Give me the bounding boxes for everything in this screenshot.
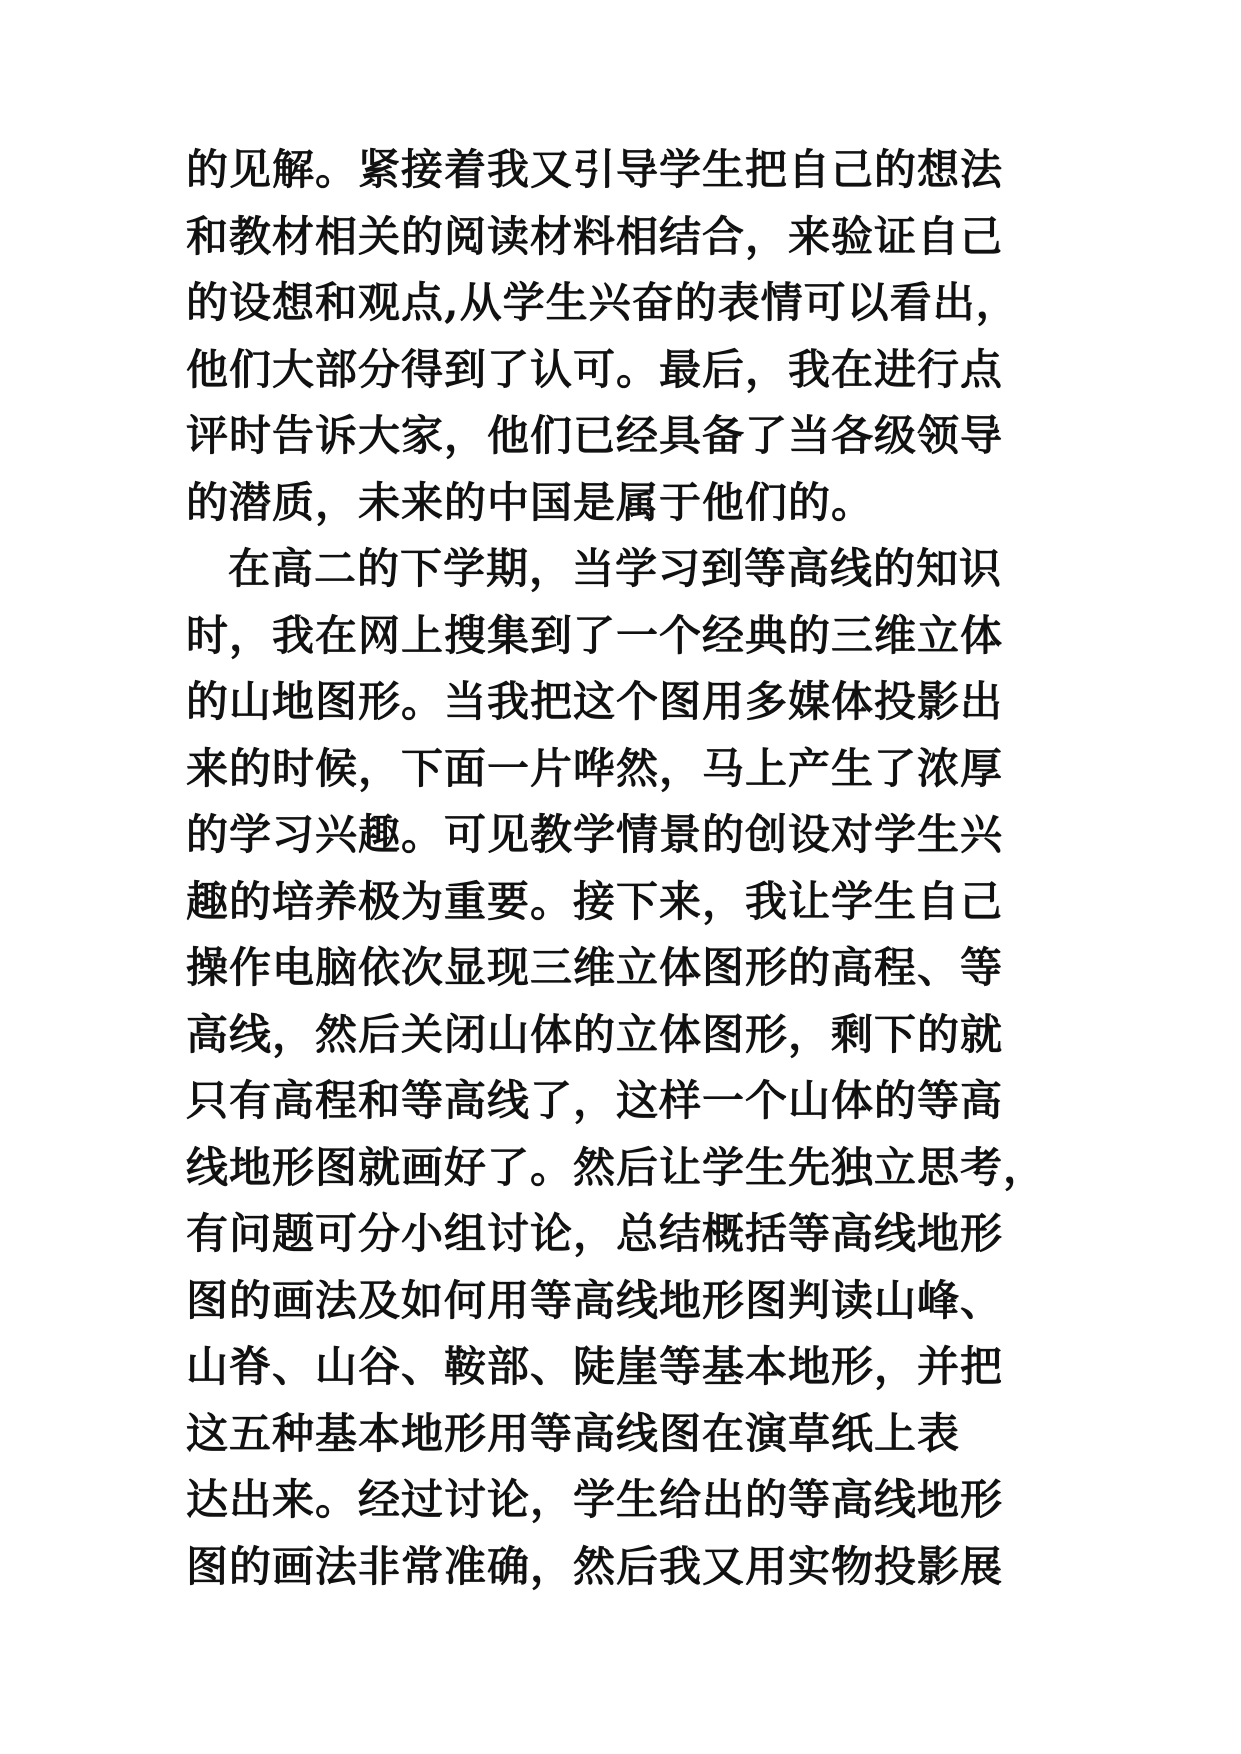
text-line: 评时告诉大家，他们已经具备了当各级领导 <box>186 411 1004 460</box>
text-line: 这五种基本地形用等高线图在演草纸上表 <box>186 1408 961 1458</box>
text-line: 时，我在网上搜集到了一个经典的三维立体 <box>186 610 1004 660</box>
text-line: 和教材相关的阅读材料相结合，来验证自己 <box>186 211 1004 261</box>
text-line: 图的画法及如何用等高线地形图判读山峰、 <box>186 1275 1004 1325</box>
text-line: 达出来。经过讨论，学生给出的等高线地形 <box>186 1475 1004 1524</box>
text-line: 的学习兴趣。可见教学情景的创设对学生兴 <box>186 810 1004 859</box>
text-line: 线地形图就画好了。然后让学生先独立思考， <box>186 1142 1047 1192</box>
text-line: 图的画法非常准确，然后我又用实物投影展 <box>186 1541 1004 1591</box>
text-line: 的见解。紧接着我又引导学生把自己的想法 <box>186 145 1004 194</box>
text-line: 他们大部分得到了认可。最后，我在进行点 <box>186 344 1004 394</box>
text-line: 趣的培养极为重要。接下来，我让学生自己 <box>186 876 1004 926</box>
text-line: 的山地图形。当我把这个图用多媒体投影出 <box>186 677 1004 726</box>
text-line: 的潜质，未来的中国是属于他们的。 <box>186 477 875 527</box>
text-line: 高线，然后关闭山体的立体图形，剩下的就 <box>186 1009 1004 1059</box>
paragraph-first-line: 在高二的下学期，当学习到等高线的知识 <box>228 544 1003 593</box>
text-line: 只有高程和等高线了，这样一个山体的等高 <box>186 1076 1004 1125</box>
body-text <box>186 137 1066 1600</box>
text-line: 操作电脑依次显现三维立体图形的高程、等 <box>186 943 1004 992</box>
text-line: 山脊、山谷、鞍部、陡崖等基本地形，并把 <box>186 1342 1004 1391</box>
text-line: 来的时候，下面一片哗然，马上产生了浓厚 <box>186 743 1004 793</box>
text-line: 有问题可分小组讨论，总结概括等高线地形 <box>186 1209 1004 1258</box>
text-line: 的设想和观点,从学生兴奋的表情可以看出， <box>186 278 1019 327</box>
